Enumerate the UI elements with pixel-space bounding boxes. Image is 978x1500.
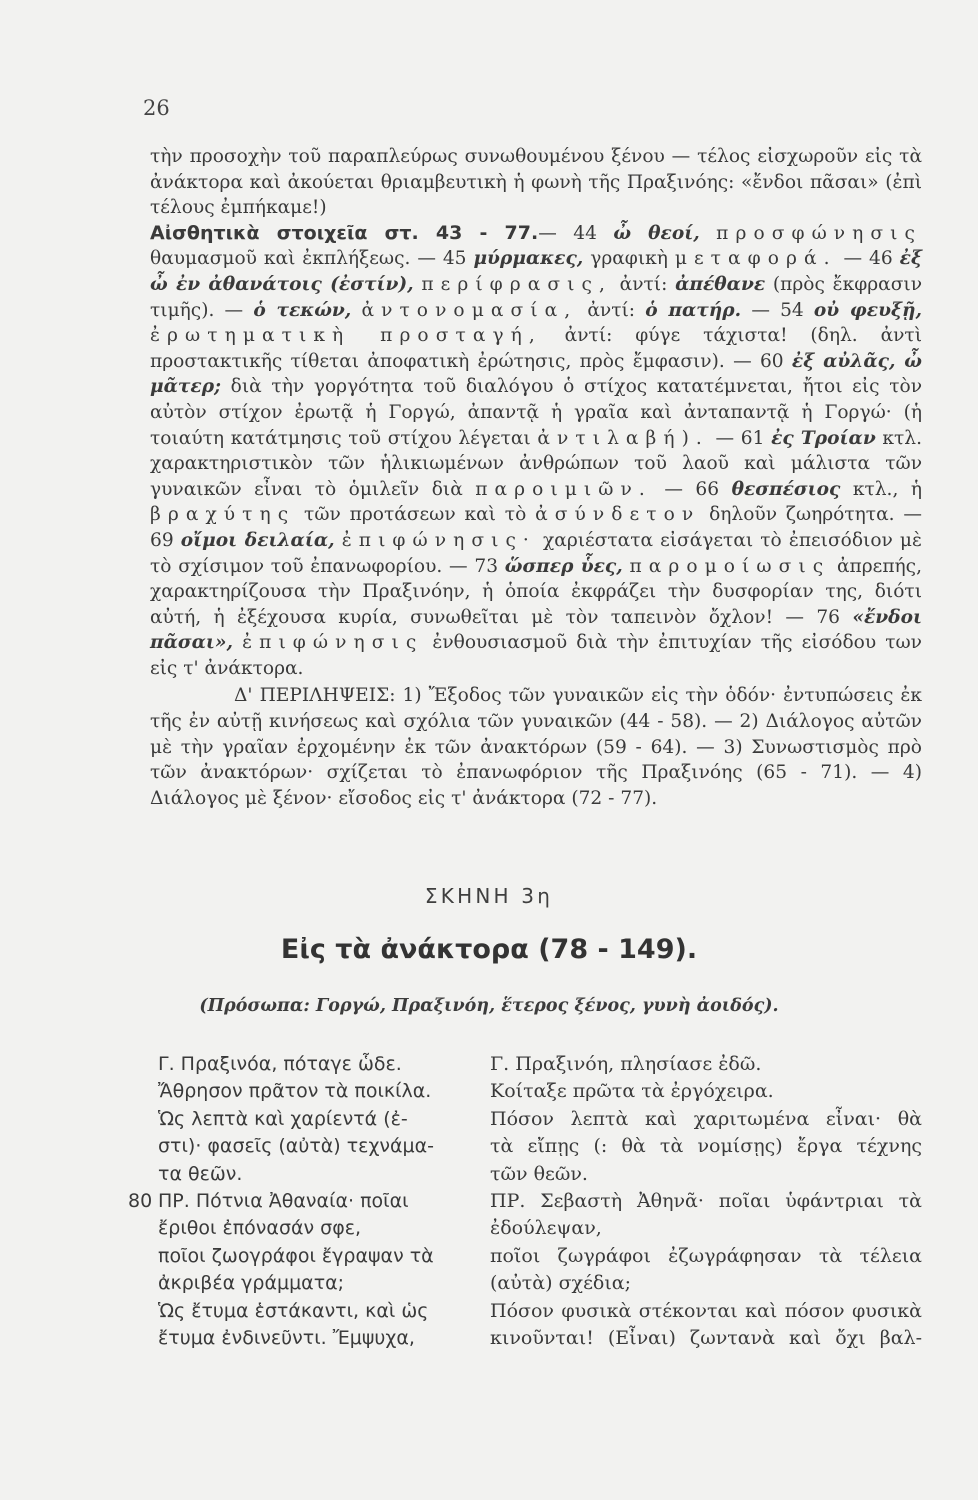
scene-title: Εἰς τὰ ἀνάκτορα (78 - 149). [280,934,698,965]
ancient-text-line: στι)· φασεῖς (αὐτὰ) τεχνάμα- [158,1135,435,1158]
ancient-text-line: ἀκριβέα γράμματα; [158,1272,345,1295]
section-heading: Αἰσθητικὰ στοιχεῖα στ. 43 - 77. [150,221,539,244]
ancient-text-column [128,1051,478,1352]
ancient-text-line: ποῖοι ζωογράφοι ἔγραψαν τὰ [158,1244,434,1267]
translation-line: ἐδούλεψαν, [490,1217,602,1240]
translation-line: Γ. Πραξινόη, πλησίασε ἐδῶ. [490,1053,762,1075]
ancient-text-line: Ὡς ἔτυμα ἑστάκαντι, καὶ ὡς [158,1299,429,1322]
translation-line: τῶν θεῶν. [490,1162,588,1185]
translation-line: τὰ εἴπῃς (: θὰ τὰ νομίσῃς) ἔργα τέχνης [490,1135,922,1158]
summaries-label: Δ' ΠΕΡΙΛΗΨΕΙΣ: [234,685,396,707]
translation-line: ποῖοι ζωγράφοι ἐζωγράφησαν τὰ τέλεια [490,1244,922,1267]
translation-column [490,1051,922,1352]
commentary-intro: τὴν προσοχὴν τοῦ παραπλεύρως συνωθουμένου ξένου — τέλος εἰσχωροῦν εἰς τὰ ἀνάκτορα καὶ ἀκούεται θριαμβευτικὴ ἡ φωνὴ τῆς Πραξινόης: «ἔνδοι πᾶσαι» (ἐπὶ τέλους ἐμπήκαμε!) [150,146,922,219]
page-number: 26 [143,96,170,120]
summaries-paragraph [150,683,922,811]
translation-line: κινοῦνται! (Εἶναι) ζωντανὰ καὶ ὄχι βαλ- [490,1327,922,1350]
translation-line: Πόσον φυσικὰ στέκονται καὶ πόσον φυσικὰ [490,1299,922,1322]
verse-line-number: 80 [128,1190,153,1213]
ancient-text-line: Γ. Πραξινόα, πόταγε ὧδε. [158,1053,402,1075]
ancient-text-line: Ὡς λεπτὰ καὶ χαρίεντά (ἐ- [158,1107,408,1130]
translation-line: ΠΡ. Σεβαστὴ Ἀθηνᾶ· ποῖαι ὑφάντριαι τὰ [490,1190,922,1213]
summaries-text: 1) Ἔξοδος τῶν γυναικῶν εἰς τὴν ὁδόν· ἐντυπώσεις ἐκ τῆς ἐν αὐτῇ κινήσεως καὶ σχόλια τῶν γυναικῶν (44 - 58). — 2) Διάλογος αὐτῶν μὲ τὴν γραῖαν ἐρχομένην ἐκ τῶν ἀνακτόρων (59 - 64). — 3) Συνωστισμὸς πρὸ τῶν ἀνακτόρων· σχίζεται τὸ ἐπανωφόριον τῆς Πραξινόης (65 - 71). — 4) Διάλογος μὲ ξένον· εἴσοδος εἰς τ' ἀνάκτορα (72 - 77). [150,685,922,809]
translation-line: Πόσον λεπτὰ καὶ χαριτωμένα εἶναι· θὰ [490,1107,922,1130]
ancient-text-line-numbered: 80 ΠΡ. Πότνια Ἀθαναία· ποῖαι [158,1188,478,1215]
aesthetic-elements-paragraph: Αἰσθητικὰ στοιχεῖα στ. 43 - 77.— 44 ὦ θεοί, προσφώνησις θαυμασμοῦ καὶ ἐκπλήξεως. — 45 μύρμακες, γραφικὴ μεταφορά. — 46 ἐξ ὦ ἐν ἀθανάτοις (ἐστίν), περίφρασις, ἀντί: ἀπέθανε (πρὸς ἔκφρασιν τιμῆς). — ὁ τεκών, ἀντονομασία, ἀντί: ὁ πατήρ. — 54 οὐ φευξῇ, ἐρωτηματικὴ προσταγή, ἀντί: φύγε τάχιστα! (δηλ. ἀντὶ προστακτικῆς τίθεται ἀποφατικὴ ἐρώτησις, πρὸς ἔμφασιν). — 60 ἐξ αὐλᾶς, ὦ μᾶτερ; διὰ τὴν γοργότητα τοῦ διαλόγου ὁ στίχος κατατέμνεται, ἤτοι εἰς τὸν αὐτὸν στίχον ἐρωτᾷ ἡ Γοργώ, ἀπαντᾷ ἡ γραῖα καὶ ἀνταπαντᾷ ἡ Γοργώ· (ἡ τοιαύτη κατάτμησις τοῦ στίχου λέγεται ἀντιλαβή). — 61 ἐς Τροίαν κτλ. χαρακτηριστικὸν τῶν ἡλικιωμένων ἀνθρώπων τοῦ λαοῦ καὶ μάλιστα τῶν γυναικῶν εἶναι τὸ ὁμιλεῖν διὰ παροιμιῶν. — 66 θεσπέσιος κτλ., ἡ βραχύτης τῶν προτάσεων καὶ τὸ ἀσύνδετον δηλοῦν ζωηρότητα. — 69 οἴμοι δειλαία, ἐπιφώνησις· χαριέστατα εἰσάγεται τὸ ἐπεισόδιον μὲ τὸ σχίσιμον τοῦ ἐπανωφορίου. — 73 ὥσπερ ὗες, παρομοίωσις ἀπρεπής, χαρακτηρίζουσα τὴν Πραξινόην, ἡ ὁποία ἐκφράζει τὴν δυσφορίαν της, διότι αὐτή, ἡ ἐξέχουσα κυρία, συνωθεῖται μὲ τὸν ταπεινὸν ὄχλον! — 76 «ἔνδοι πᾶσαι», ἐπιφώνησις ἐνθουσιασμοῦ διὰ τὴν ἐπιτυχίαν τῆς εἰσόδου των εἰς τ' ἀνάκτορα. [150,221,923,679]
ancient-text-line: ἔτυμα ἐνδινεῦντι. Ἔμψυχα, [158,1327,415,1350]
translation-line: Κοίταξε πρῶτα τὰ ἐργόχειρα. [490,1080,774,1103]
ancient-text-line: τα θεῶν. [158,1162,243,1185]
ancient-text-line: Ἄθρησον πρᾶτον τὰ ποικίλα. [158,1080,432,1103]
translation-line: (αὐτὰ) σχέδια; [490,1272,632,1295]
ancient-text-line: ἔριθοι ἐπόνασάν σφε, [158,1217,362,1240]
dramatis-personae: (Πρόσωπα: Γοργώ, Πραξινόη, ἕτερος ξένος, γυνὴ ἀοιδός). [199,996,779,1016]
commentary-block [150,144,922,811]
scene-label: ΣΚΗΝΗ 3η [424,884,554,908]
